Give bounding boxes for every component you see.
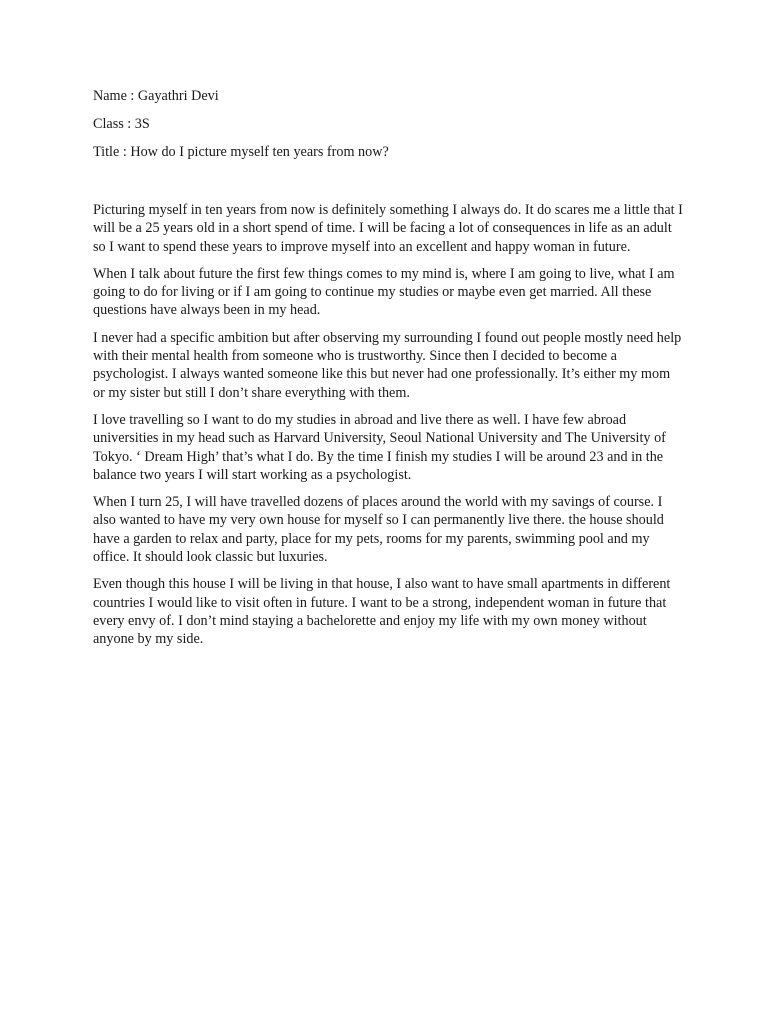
paragraph-5: When I turn 25, I will have travelled dozens of places around the world with my savings of course. I also wanted to have my very own house for myself so I can permanently live there. the house should have a garden to relax and party, place for my pets, rooms for my parents, swimming pool and my office. It should look classic but luxuries. [93, 494, 664, 566]
paragraph-3: I never had a specific ambition but after observing my surrounding I found out people mostly need help with their mental health from someone who is trustworthy. Since then I decided to become a psychologist. I always wanted someone like this but never had one professionally. It’s either my mom or my sister but still I don’t share everything with them. [93, 329, 682, 401]
essay-title: Title : How do I picture myself ten years from now? [93, 144, 389, 160]
student-name: Name : Gayathri Devi [93, 88, 219, 104]
essay-body [93, 201, 683, 649]
paragraph-6: Even though this house I will be living in that house, I also want to have small apartments in different countries I would like to visit often in future. I want to be a strong, independent woman in future that every envy of. I don’t mind staying a bachelorette and enjoy my life with my own money without anyone by my side. [93, 576, 671, 648]
paragraph-2: When I talk about future the first few things comes to my mind is, where I am going to live, what I am going to do for living or if I am going to continue my studies or maybe even get married. All these questions have always been in my head. [93, 265, 675, 319]
document-page [93, 88, 683, 658]
paragraph-4: I love travelling so I want to do my studies in abroad and live there as well. I have few abroad universities in my head such as Harvard University, Seoul National University and The University of Tokyo. ‘ Dream High’ that’s what I do. By the time I finish my studies I will be around 23 and in the balance two years I will start working as a psychologist. [93, 411, 666, 483]
paragraph-1: Picturing myself in ten years from now is definitely something I always do. It do scares me a little that I will be a 25 years old in a short spend of time. I will be facing a lot of consequences in life as an adult so I want to spend these years to improve myself into an excellent and happy woman in future. [93, 202, 683, 255]
student-class: Class : 3S [93, 116, 150, 132]
